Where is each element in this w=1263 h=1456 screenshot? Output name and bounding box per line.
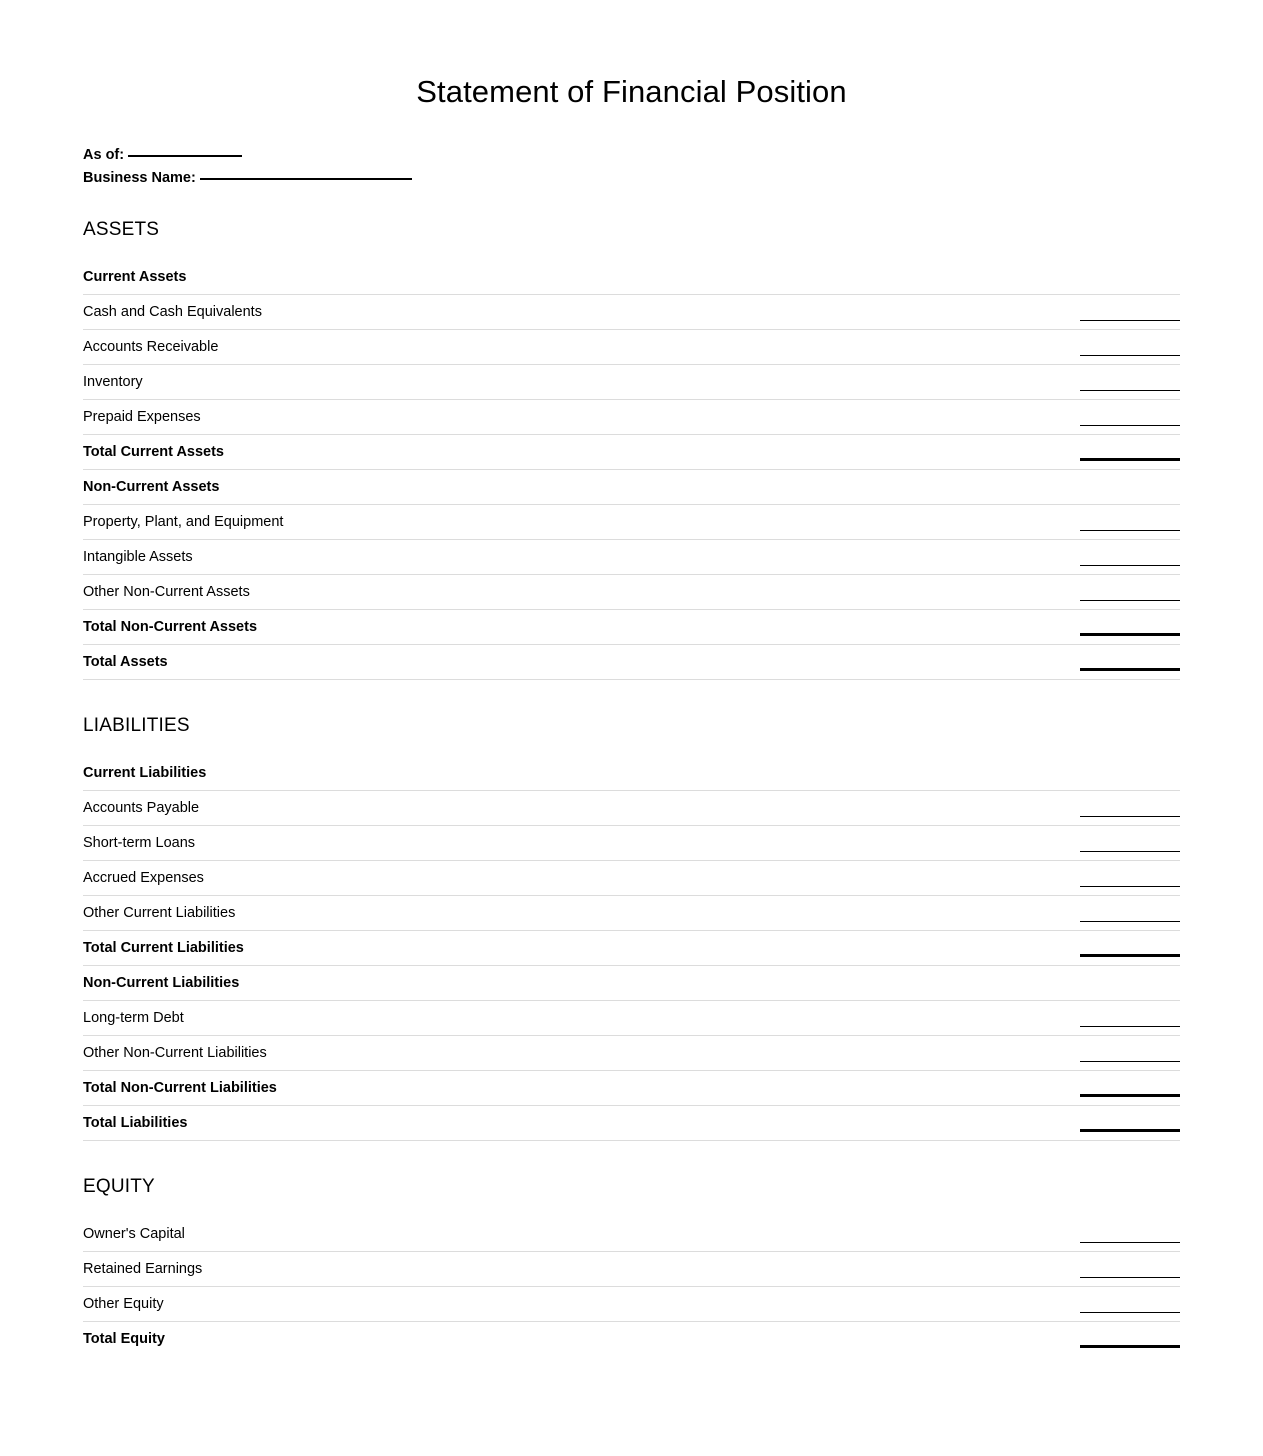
row-label: Retained Earnings <box>83 1260 203 1277</box>
document-page <box>0 21 1263 1456</box>
row-label: Intangible Assets <box>83 548 193 565</box>
amount-spacer <box>1080 268 1180 286</box>
row-label: Accounts Receivable <box>83 338 219 355</box>
amount-blank-field[interactable] <box>1080 904 1180 922</box>
amount-spacer <box>1080 764 1180 782</box>
total-row <box>83 1106 1180 1141</box>
amount-blank-field[interactable] <box>1080 548 1180 566</box>
section-title-equity: EQUITY <box>83 1175 155 1197</box>
row-label: Total Non-Current Liabilities <box>83 1079 277 1096</box>
meta-label: As of: <box>83 146 125 163</box>
total-row <box>83 1322 1180 1357</box>
row-label: Total Current Liabilities <box>83 939 244 956</box>
amount-blank-field[interactable] <box>1080 1114 1180 1132</box>
statement-body <box>0 217 1263 1357</box>
amount-blank-field[interactable] <box>1080 1079 1180 1097</box>
amount-spacer <box>1080 478 1180 496</box>
section-title-liabilities: LIABILITIES <box>83 714 190 736</box>
row-label: Owner's Capital <box>83 1225 185 1242</box>
row-label: Non-Current Assets <box>83 478 220 495</box>
section-title-assets: ASSETS <box>83 218 160 240</box>
row-label: Total Liabilities <box>83 1114 188 1131</box>
row-label: Cash and Cash Equivalents <box>83 303 262 320</box>
amount-blank-field[interactable] <box>1080 653 1180 671</box>
meta-row <box>83 166 1263 189</box>
subsection-header-row <box>83 470 1180 505</box>
amount-blank-field[interactable] <box>1080 1295 1180 1313</box>
section-assets <box>83 217 1180 680</box>
row-label: Other Current Liabilities <box>83 904 236 921</box>
amount-blank-field[interactable] <box>1080 1330 1180 1348</box>
meta-blank-field[interactable] <box>200 166 412 180</box>
line-item-row <box>83 400 1180 435</box>
subsection-header-row <box>83 756 1180 791</box>
row-label: Accrued Expenses <box>83 869 204 886</box>
amount-blank-field[interactable] <box>1080 799 1180 817</box>
amount-blank-field[interactable] <box>1080 338 1180 356</box>
amount-spacer <box>1080 974 1180 992</box>
row-label: Accounts Payable <box>83 799 200 816</box>
row-label: Property, Plant, and Equipment <box>83 513 284 530</box>
line-item-row <box>83 861 1180 896</box>
line-item-row <box>83 1252 1180 1287</box>
line-item-row <box>83 575 1180 610</box>
amount-blank-field[interactable] <box>1080 408 1180 426</box>
section-rows <box>83 756 1180 1141</box>
row-label: Long-term Debt <box>83 1009 184 1026</box>
document-meta-fields <box>0 143 1263 189</box>
line-item-row <box>83 1036 1180 1071</box>
amount-blank-field[interactable] <box>1080 1260 1180 1278</box>
amount-blank-field[interactable] <box>1080 583 1180 601</box>
section-liabilities <box>83 713 1180 1141</box>
amount-blank-field[interactable] <box>1080 303 1180 321</box>
meta-row <box>83 143 1263 166</box>
amount-blank-field[interactable] <box>1080 373 1180 391</box>
amount-blank-field[interactable] <box>1080 513 1180 531</box>
meta-blank-field[interactable] <box>128 143 242 157</box>
total-row <box>83 931 1180 966</box>
row-label: Other Non-Current Assets <box>83 583 250 600</box>
line-item-row <box>83 896 1180 931</box>
amount-blank-field[interactable] <box>1080 1009 1180 1027</box>
row-label: Total Non-Current Assets <box>83 618 258 635</box>
row-label: Other Non-Current Liabilities <box>83 1044 267 1061</box>
amount-blank-field[interactable] <box>1080 869 1180 887</box>
row-label: Current Assets <box>83 268 187 285</box>
line-item-row <box>83 540 1180 575</box>
line-item-row <box>83 330 1180 365</box>
line-item-row <box>83 295 1180 330</box>
total-row <box>83 610 1180 645</box>
row-label: Prepaid Expenses <box>83 408 201 425</box>
row-label: Total Current Assets <box>83 443 224 460</box>
total-row <box>83 645 1180 680</box>
total-row <box>83 1071 1180 1106</box>
total-row <box>83 435 1180 470</box>
amount-blank-field[interactable] <box>1080 618 1180 636</box>
amount-blank-field[interactable] <box>1080 443 1180 461</box>
page-title: Statement of Financial Position <box>416 73 847 109</box>
line-item-row <box>83 1217 1180 1252</box>
row-label: Other Equity <box>83 1295 164 1312</box>
line-item-row <box>83 791 1180 826</box>
line-item-row <box>83 505 1180 540</box>
line-item-row <box>83 365 1180 400</box>
line-item-row <box>83 1001 1180 1036</box>
amount-blank-field[interactable] <box>1080 939 1180 957</box>
row-label: Non-Current Liabilities <box>83 974 240 991</box>
row-label: Current Liabilities <box>83 764 207 781</box>
row-label: Total Equity <box>83 1331 165 1348</box>
subsection-header-row <box>83 260 1180 295</box>
row-label: Total Assets <box>83 653 168 670</box>
amount-blank-field[interactable] <box>1080 1225 1180 1243</box>
line-item-row <box>83 1287 1180 1322</box>
amount-blank-field[interactable] <box>1080 834 1180 852</box>
row-label: Short-term Loans <box>83 834 196 851</box>
section-equity <box>83 1174 1180 1357</box>
meta-label: Business Name: <box>83 169 196 186</box>
row-label: Inventory <box>83 373 143 390</box>
line-item-row <box>83 826 1180 861</box>
amount-blank-field[interactable] <box>1080 1044 1180 1062</box>
section-rows <box>83 1217 1180 1357</box>
section-rows <box>83 260 1180 680</box>
subsection-header-row <box>83 966 1180 1001</box>
